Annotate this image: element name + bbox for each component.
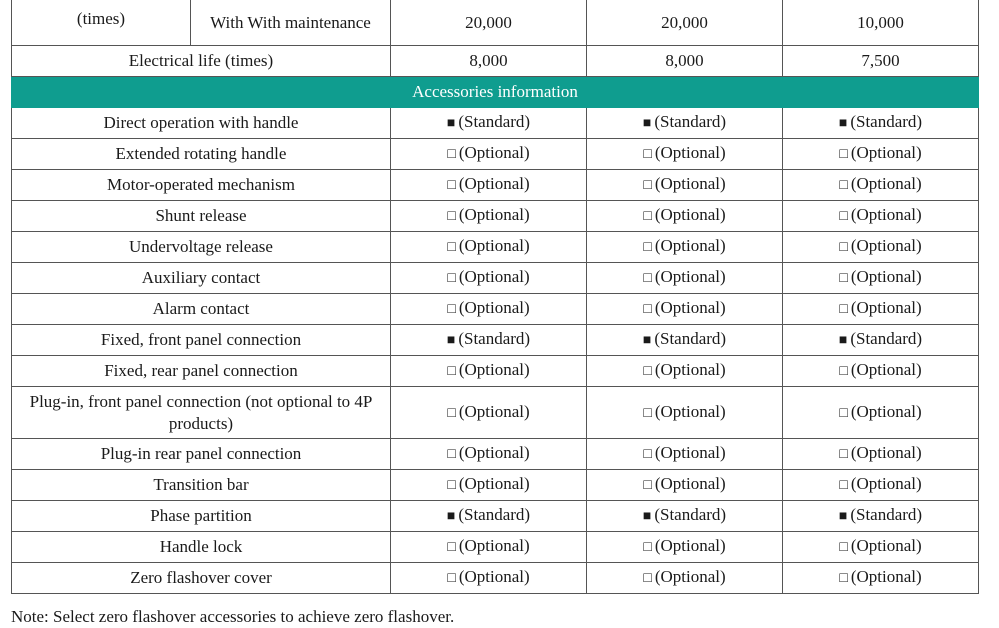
- accessory-name: Plug-in, front panel connection (not optional to 4P products): [12, 387, 391, 439]
- maintenance-value-3: 10,000: [783, 0, 979, 46]
- mechanical-life-label-cell: [12, 0, 391, 46]
- empty-square-icon: □: [839, 405, 848, 421]
- empty-square-icon: □: [447, 240, 456, 255]
- status-text: (Standard): [458, 329, 531, 348]
- status-text: (Optional): [850, 267, 922, 286]
- status-text: (Optional): [850, 401, 922, 421]
- accessory-status-cell: [783, 532, 979, 563]
- filled-square-icon: ■: [838, 116, 848, 131]
- electrical-value-3: 7,500: [783, 46, 979, 77]
- accessory-status-cell: [783, 232, 979, 263]
- status-text: (Optional): [458, 474, 530, 493]
- empty-square-icon: □: [643, 240, 652, 255]
- accessory-status-cell: [587, 439, 783, 470]
- empty-square-icon: □: [447, 271, 456, 286]
- status-text: (Optional): [850, 236, 922, 255]
- accessory-status-cell: [783, 439, 979, 470]
- accessory-status-cell: [391, 201, 587, 232]
- empty-square-icon: □: [839, 571, 848, 586]
- accessory-row: [12, 563, 979, 594]
- status-text: (Optional): [458, 360, 530, 379]
- status-text: (Standard): [850, 112, 923, 131]
- accessory-status-cell: [783, 294, 979, 325]
- accessory-row: [12, 325, 979, 356]
- status-text: (Optional): [458, 401, 530, 421]
- empty-square-icon: □: [447, 540, 456, 555]
- electrical-value-1: 8,000: [391, 46, 587, 77]
- empty-square-icon: □: [643, 209, 652, 224]
- footnote: Note: Select zero flashover accessories to achieve zero flashover.: [11, 607, 455, 626]
- accessory-status-cell: [783, 501, 979, 532]
- accessory-status-cell: [391, 387, 587, 439]
- accessory-name: Extended rotating handle: [12, 139, 391, 170]
- mechanical-life-row: [12, 0, 979, 46]
- empty-square-icon: □: [839, 178, 848, 193]
- accessory-status-cell: [783, 108, 979, 139]
- status-text: (Optional): [654, 236, 726, 255]
- empty-square-icon: □: [447, 364, 456, 379]
- accessory-status-cell: [587, 108, 783, 139]
- empty-square-icon: □: [839, 209, 848, 224]
- empty-square-icon: □: [447, 478, 456, 493]
- empty-square-icon: □: [643, 571, 652, 586]
- accessory-status-cell: [391, 501, 587, 532]
- filled-square-icon: ■: [642, 333, 652, 348]
- status-text: (Optional): [458, 205, 530, 224]
- accessory-status-cell: [391, 108, 587, 139]
- empty-square-icon: □: [643, 478, 652, 493]
- status-text: (Standard): [654, 329, 727, 348]
- electrical-value-2: 8,000: [587, 46, 783, 77]
- accessory-status-cell: [391, 356, 587, 387]
- accessory-status-cell: [783, 563, 979, 594]
- accessory-row: [12, 356, 979, 387]
- accessory-row: [12, 439, 979, 470]
- accessory-status-cell: [391, 263, 587, 294]
- accessory-status-cell: [783, 356, 979, 387]
- accessory-status-cell: [587, 232, 783, 263]
- status-text: (Optional): [654, 443, 726, 462]
- empty-square-icon: □: [839, 302, 848, 317]
- status-text: (Optional): [458, 174, 530, 193]
- status-text: (Optional): [654, 298, 726, 317]
- empty-square-icon: □: [643, 405, 652, 421]
- empty-square-icon: □: [839, 147, 848, 162]
- status-text: (Optional): [850, 205, 922, 224]
- status-text: (Optional): [850, 298, 922, 317]
- electrical-life-row: [12, 46, 979, 77]
- empty-square-icon: □: [447, 405, 456, 421]
- electrical-life-label: Electrical life (times): [12, 46, 391, 77]
- accessory-status-cell: [587, 201, 783, 232]
- accessory-name: Shunt release: [12, 201, 391, 232]
- empty-square-icon: □: [447, 302, 456, 317]
- accessory-status-cell: [783, 263, 979, 294]
- maintenance-label: With With maintenance: [210, 12, 371, 32]
- filled-square-icon: ■: [838, 333, 848, 348]
- empty-square-icon: □: [839, 271, 848, 286]
- accessory-status-cell: [587, 325, 783, 356]
- accessory-name: Plug-in rear panel connection: [12, 439, 391, 470]
- accessory-row: [12, 232, 979, 263]
- status-text: (Standard): [458, 505, 531, 524]
- status-text: (Optional): [458, 143, 530, 162]
- empty-square-icon: □: [643, 271, 652, 286]
- accessory-row: [12, 501, 979, 532]
- accessory-status-cell: [391, 325, 587, 356]
- empty-square-icon: □: [447, 447, 456, 462]
- accessory-status-cell: [391, 170, 587, 201]
- status-text: (Optional): [850, 536, 922, 555]
- accessory-status-cell: [783, 139, 979, 170]
- status-text: (Optional): [850, 567, 922, 586]
- status-text: (Standard): [850, 329, 923, 348]
- accessory-status-cell: [783, 470, 979, 501]
- accessory-status-cell: [587, 501, 783, 532]
- section-title: Accessories information: [12, 77, 979, 108]
- accessory-status-cell: [391, 532, 587, 563]
- accessory-row: [12, 108, 979, 139]
- accessory-row: [12, 170, 979, 201]
- status-text: (Optional): [654, 143, 726, 162]
- accessory-status-cell: [587, 170, 783, 201]
- status-text: (Optional): [654, 567, 726, 586]
- accessory-row: [12, 139, 979, 170]
- filled-square-icon: ■: [642, 116, 652, 131]
- status-text: (Optional): [850, 443, 922, 462]
- accessory-status-cell: [783, 201, 979, 232]
- accessory-status-cell: [783, 325, 979, 356]
- status-text: (Standard): [654, 505, 727, 524]
- accessory-name: Zero flashover cover: [12, 563, 391, 594]
- status-text: (Optional): [458, 443, 530, 462]
- status-text: (Optional): [654, 360, 726, 379]
- status-text: (Optional): [458, 236, 530, 255]
- empty-square-icon: □: [643, 447, 652, 462]
- empty-square-icon: □: [839, 240, 848, 255]
- accessory-row: [12, 263, 979, 294]
- section-header-row: [12, 77, 979, 108]
- status-text: (Optional): [654, 474, 726, 493]
- maintenance-value-2: 20,000: [587, 0, 783, 46]
- status-text: (Optional): [850, 474, 922, 493]
- empty-square-icon: □: [447, 147, 456, 162]
- status-text: (Optional): [458, 267, 530, 286]
- status-text: (Optional): [850, 174, 922, 193]
- spec-table: [11, 0, 979, 594]
- accessory-status-cell: [587, 563, 783, 594]
- filled-square-icon: ■: [838, 509, 848, 524]
- accessory-status-cell: [587, 356, 783, 387]
- accessory-name: Auxiliary contact: [12, 263, 391, 294]
- filled-square-icon: ■: [642, 509, 652, 524]
- accessory-row: [12, 387, 979, 439]
- accessory-status-cell: [587, 532, 783, 563]
- spec-table-body: [12, 0, 979, 594]
- accessory-status-cell: [783, 170, 979, 201]
- accessory-name: Fixed, rear panel connection: [12, 356, 391, 387]
- accessory-status-cell: [391, 232, 587, 263]
- status-text: (Optional): [654, 536, 726, 555]
- empty-square-icon: □: [447, 209, 456, 224]
- status-text: (Optional): [458, 536, 530, 555]
- empty-square-icon: □: [643, 147, 652, 162]
- empty-square-icon: □: [643, 302, 652, 317]
- status-text: (Optional): [850, 360, 922, 379]
- empty-square-icon: □: [643, 178, 652, 193]
- times-label: (times): [12, 0, 191, 45]
- status-text: (Standard): [850, 505, 923, 524]
- filled-square-icon: ■: [446, 333, 456, 348]
- accessory-status-cell: [391, 294, 587, 325]
- empty-square-icon: □: [839, 478, 848, 493]
- empty-square-icon: □: [839, 540, 848, 555]
- status-text: (Standard): [654, 112, 727, 131]
- accessory-status-cell: [391, 470, 587, 501]
- accessory-status-cell: [391, 439, 587, 470]
- accessory-status-cell: [783, 387, 979, 439]
- filled-square-icon: ■: [446, 116, 456, 131]
- status-text: (Optional): [654, 205, 726, 224]
- accessory-row: [12, 532, 979, 563]
- status-text: (Optional): [850, 143, 922, 162]
- status-text: (Optional): [654, 174, 726, 193]
- accessory-status-cell: [587, 470, 783, 501]
- accessory-name: Fixed, front panel connection: [12, 325, 391, 356]
- empty-square-icon: □: [643, 540, 652, 555]
- accessory-name: Handle lock: [12, 532, 391, 563]
- accessory-row: [12, 201, 979, 232]
- accessory-status-cell: [391, 139, 587, 170]
- accessory-status-cell: [587, 263, 783, 294]
- accessory-status-cell: [587, 387, 783, 439]
- accessory-row: [12, 294, 979, 325]
- status-text: (Standard): [458, 112, 531, 131]
- accessory-status-cell: [587, 294, 783, 325]
- maintenance-value-1: 20,000: [391, 0, 587, 46]
- accessory-row: [12, 470, 979, 501]
- empty-square-icon: □: [839, 364, 848, 379]
- accessory-name: Direct operation with handle: [12, 108, 391, 139]
- status-text: (Optional): [458, 567, 530, 586]
- accessory-name: Alarm contact: [12, 294, 391, 325]
- accessory-name: Motor-operated mechanism: [12, 170, 391, 201]
- accessory-status-cell: [391, 563, 587, 594]
- accessory-status-cell: [587, 139, 783, 170]
- accessory-name: Phase partition: [12, 501, 391, 532]
- empty-square-icon: □: [839, 447, 848, 462]
- empty-square-icon: □: [643, 364, 652, 379]
- status-text: (Optional): [458, 298, 530, 317]
- accessory-name: Transition bar: [12, 470, 391, 501]
- status-text: (Optional): [654, 401, 726, 421]
- status-text: (Optional): [654, 267, 726, 286]
- filled-square-icon: ■: [446, 509, 456, 524]
- accessory-name: Undervoltage release: [12, 232, 391, 263]
- empty-square-icon: □: [447, 178, 456, 193]
- empty-square-icon: □: [447, 571, 456, 586]
